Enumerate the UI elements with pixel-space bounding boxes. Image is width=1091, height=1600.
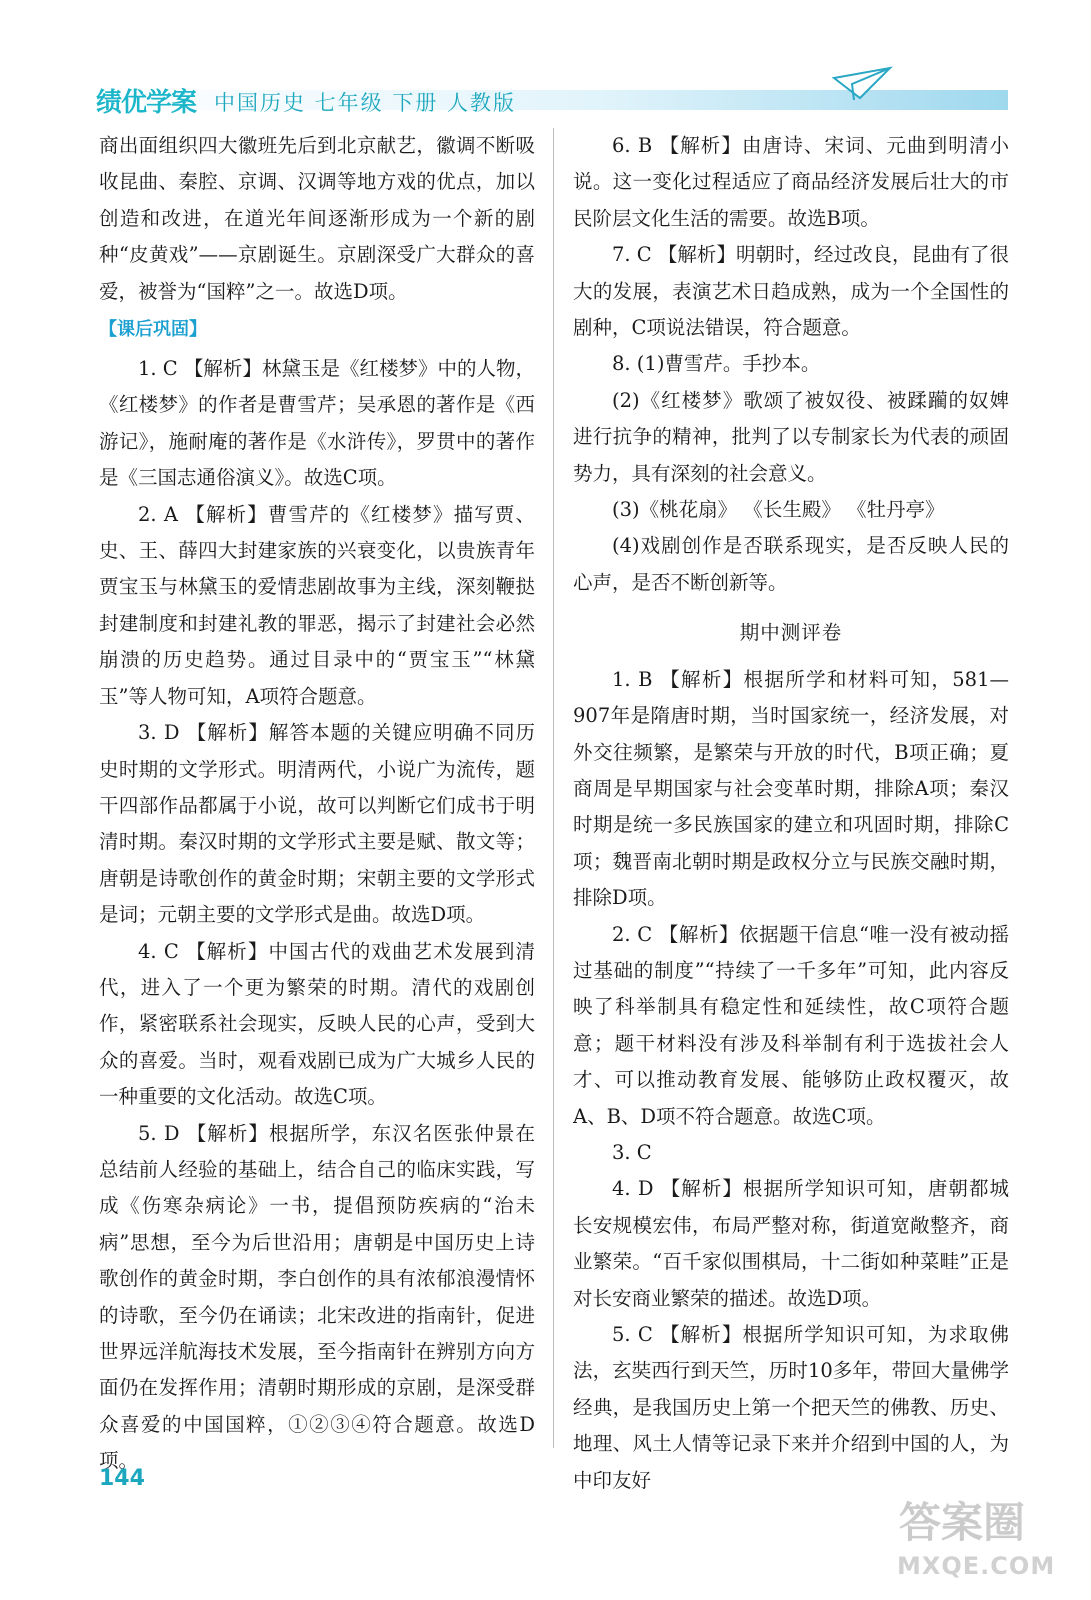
book-subtitle: 中国历史 七年级 下册 人教版 (214, 91, 517, 115)
page-number: 144 (99, 1466, 145, 1491)
intro-paragraph: 商出面组织四大徽班先后到北京献艺，徽调不断吸收昆曲、秦腔、京调、汉调等地方戏的优点，加以创造和改进，在道光年间逐渐形成为一个新的剧种“皮黄戏”——京剧诞生。京剧深受广大群众的喜爱，被誉为“国粹”之一。故选D项。 (99, 134, 535, 303)
exam-title: 期中测评卷 (739, 621, 843, 645)
watermark-url: MXQE.COM (897, 1552, 1056, 1580)
section-tag: 【课后巩固】 (99, 319, 207, 341)
right-column (573, 128, 1009, 1499)
watermark-logo: 答案圈 (899, 1498, 1026, 1547)
left-column (99, 128, 535, 1480)
answer-item: 1. C 【解析】林黛玉是《红楼梦》中的人物，《红楼梦》的作者是曹雪芹；吴承恩的著作是《西游记》，施耐庵的著作是《水浒传》，罗贯中的著作是《三国志通俗演义》。故选C项。 (99, 357, 535, 490)
answer-item: 7. C 【解析】明朝时，经过改良，昆曲有了很大的发展，表演艺术日趋成熟，成为一个全国性的剧种，C项说法错误，符合题意。 (573, 243, 1009, 340)
brand-logo: 绩优学案 (96, 88, 197, 118)
watermark (893, 1490, 1065, 1590)
answer-item: 8. (1)曹雪芹。手抄本。 (612, 352, 821, 376)
answer-item: 5. C 【解析】根据所学知识可知，为求取佛法，玄奘西行到天竺，历时10多年，带回大量佛学经典，是我国历史上第一个把天竺的佛教、历史、地理、风土人情等记录下来并介绍到中国的人，为中印友好 (573, 1323, 1009, 1492)
answer-item: 3. C (612, 1140, 652, 1164)
answer-item: (3)《桃花扇》 《长生殿》 《牡丹亭》 (612, 498, 945, 522)
answer-item: 4. C 【解析】中国古代的戏曲艺术发展到清代，进入了一个更为繁荣的时期。清代的戏剧创作，紧密联系社会现实，反映人民的心声，受到大众的喜爱。当时，观看戏剧已成为广大城乡人民的一种重要的文化活动。故选C项。 (99, 939, 535, 1109)
answer-item: 2. A 【解析】曹雪芹的《红楼梦》描写贾、史、王、薛四大封建家族的兴衰变化，以贵族青年贾宝玉与林黛玉的爱情悲剧故事为主线，深刻鞭挞封建制度和封建礼教的罪恶，揭示了封建社会必然崩溃的历史趋势。通过目录中的“贾宝玉”“林黛玉”等人物可知，A项符合题意。 (99, 502, 535, 708)
answer-item: 1. B 【解析】根据所学和材料可知，581—907年是隋唐时期，当时国家统一，经济发展，对外交往频繁，是繁荣与开放的时代，B项正确；夏商周是早期国家与社会变革时期，排除A项；秦汉时期是统一多民族国家的建立和巩固时期，排除C项；魏晋南北朝时期是政权分立与民族交融时期，排除D项。 (573, 667, 1009, 910)
answer-item: 5. D 【解析】根据所学，东汉名医张仲景在总结前人经验的基础上，结合自己的临床实践，写成《伤寒杂病论》一书，提倡预防疾病的“治未病”思想，至今为后世沿用；唐朝是中国历史上诗歌创作的黄金时期，李白创作的具有浓郁浪漫情怀的诗歌，至今仍在诵读；北宋改进的指南针，促进世界远洋航海技术发展，至今指南针在辨别方向方面仍在发挥作用；清朝时期形成的京剧，是深受群众喜爱的中国国粹，①②③④符合题意。故选D项。 (99, 1121, 535, 1473)
answer-item: 6. B 【解析】由唐诗、宋词、元曲到明清小说。这一变化过程适应了商品经济发展后壮大的市民阶层文化生活的需要。故选B项。 (573, 134, 1009, 230)
answer-item: 3. D 【解析】解答本题的关键应明确不同历史时期的文学形式。明清两代，小说广为流传，题干四部作品都属于小说，故可以判断它们成书于明清时期。秦汉时期的文学形式主要是赋、散文等；唐朝是诗歌创作的黄金时期；宋朝主要的文学形式是词；元朝主要的文学形式是曲。故选D项。 (99, 721, 535, 927)
answer-item: (2)《红楼梦》歌颂了被奴役、被蹂躏的奴婢进行抗争的精神，批判了以专制家长为代表的顽固势力，具有深刻的社会意义。 (573, 388, 1009, 485)
column-divider (553, 128, 554, 1448)
paper-plane-icon (830, 64, 894, 104)
page-header (0, 60, 1091, 120)
answer-item: 2. C 【解析】依据题干信息“唯一没有被动摇过基础的制度”“持续了一千多年”可知，此内容反映了科举制具有稳定性和延续性，故C项符合题意；题干材料没有涉及科举制有利于选拔社会人才、可以推动教育发展、能够防止政权覆灭，故A、B、D项不符合题意。故选C项。 (573, 922, 1009, 1128)
answer-item: (4)戏剧创作是否联系现实，是否反映人民的心声，是否不断创新等。 (573, 534, 1009, 594)
answer-item: 4. D 【解析】根据所学知识可知，唐朝都城长安规模宏伟，布局严整对称，街道宽敞整齐，商业繁荣。“百千家似围棋局，十二街如种菜畦”正是对长安商业繁荣的描述。故选D项。 (573, 1177, 1009, 1310)
